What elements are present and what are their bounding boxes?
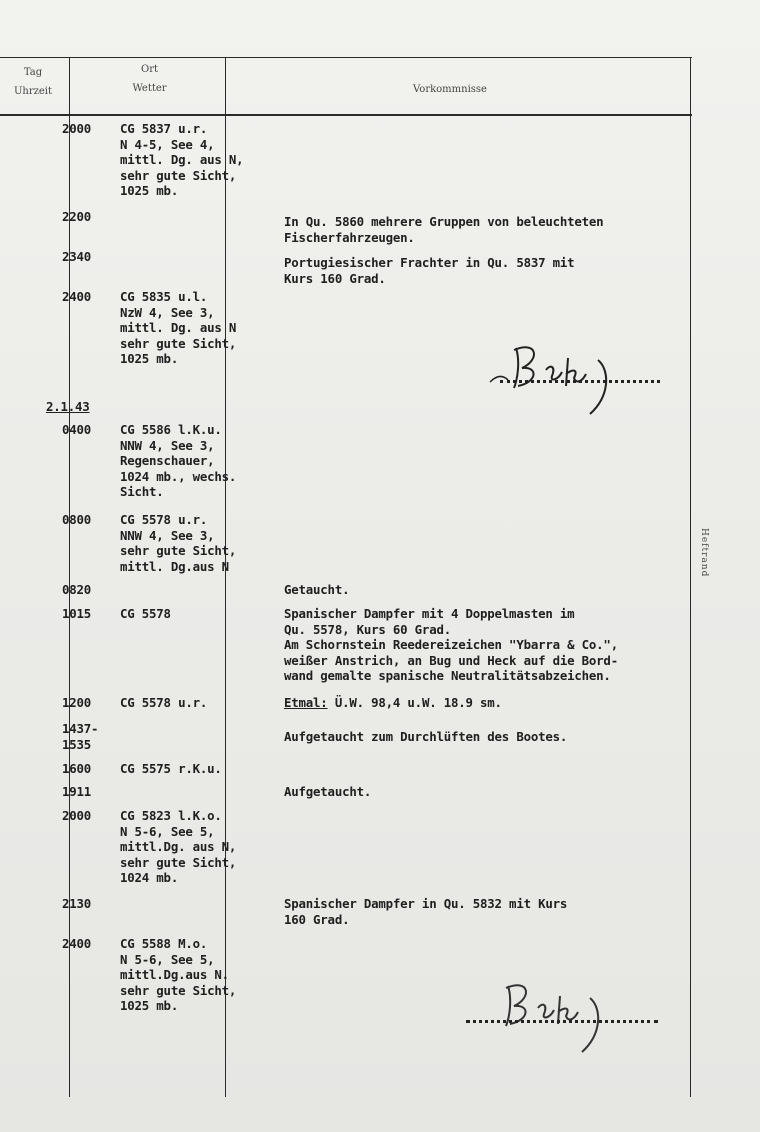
entry-time: 2000: [62, 121, 92, 136]
entry-location: CG 5835 u.l. NzW 4, See 3, mittl. Dg. aus N sehr gute Sicht, 1025 mb.: [120, 289, 237, 366]
entry-time: 2340: [62, 249, 92, 264]
etmal-label: Etmal:: [284, 695, 328, 710]
entry-time: 0800: [62, 512, 92, 527]
entry-time: 2200: [62, 209, 92, 224]
entry-time: 0400: [62, 422, 92, 437]
binding-margin-label: Heftrand: [699, 528, 709, 578]
commander-signature: [470, 968, 640, 1058]
signature-line: [500, 380, 660, 383]
entry-time: 2130: [62, 896, 92, 911]
entry-location: CG 5586 l.K.u. NNW 4, See 3, Regenschauer, 1024 mb., wechs. Sicht.: [120, 422, 237, 499]
header-rule: [0, 114, 692, 116]
entry-time: 0820: [62, 582, 92, 597]
entry-location: CG 5823 l.K.o. N 5-6, See 5, mittl.Dg. aus N, sehr gute Sicht, 1024 mb.: [120, 808, 237, 885]
signature-line: [466, 1020, 658, 1023]
header-events: Vorkommnisse: [413, 84, 487, 95]
entry-location: CG 5578: [120, 606, 171, 621]
header-place-weather: Ort Wetter: [132, 64, 167, 94]
entry-time: 1600: [62, 761, 92, 776]
entry-location: CG 5578 u.r. NNW 4, See 3, sehr gute Sicht, mittl. Dg.aus N: [120, 512, 237, 574]
entry-note: Spanischer Dampfer in Qu. 5832 mit Kurs 160 Grad.: [284, 896, 568, 927]
entry-note: Aufgetaucht zum Durchlüften des Bootes.: [284, 729, 568, 744]
entry-note: Spanischer Dampfer mit 4 Doppelmasten im Qu. 5578, Kurs 60 Grad. Am Schornstein Reedereizeichen "Ybarra & Co.", weißer Anstrich, an Bug und Heck auf die Bord- wand gemalte spanische Neutralitätsabzeichen.: [284, 606, 618, 683]
right-margin-rule: [690, 57, 691, 1097]
entry-location: CG 5837 u.r. N 4-5, See 4, mittl. Dg. aus N, sehr gute Sicht, 1025 mb.: [120, 121, 244, 198]
entry-note: Portugiesischer Frachter in Qu. 5837 mit Kurs 160 Grad.: [284, 255, 575, 286]
header-day-time: Tag Uhrzeit: [13, 67, 53, 97]
entry-time: 1911: [62, 784, 92, 799]
top-rule: [0, 57, 692, 58]
entry-note: Aufgetaucht.: [284, 784, 372, 799]
commander-signature: [478, 330, 648, 420]
entry-note: [284, 695, 502, 711]
entry-time: 1200: [62, 695, 92, 710]
etmal-value: Ü.W. 98,4 u.W. 18.9 sm.: [327, 695, 502, 710]
entry-date: 2.1.43: [46, 399, 90, 414]
entry-note: Getaucht.: [284, 582, 350, 597]
entry-time: 1437- 1535: [62, 721, 99, 752]
entry-time: 2400: [62, 936, 92, 951]
entry-note: In Qu. 5860 mehrere Gruppen von beleuchteten Fischerfahrzeugen.: [284, 214, 604, 245]
entry-time: 2400: [62, 289, 92, 304]
entry-time: 2000: [62, 808, 92, 823]
entry-location: CG 5588 M.o. N 5-6, See 5, mittl.Dg.aus N. sehr gute Sicht, 1025 mb.: [120, 936, 237, 1013]
entry-location: CG 5575 r.K.u.: [120, 761, 222, 776]
entry-location: CG 5578 u.r.: [120, 695, 208, 710]
entry-time: 1015: [62, 606, 92, 621]
